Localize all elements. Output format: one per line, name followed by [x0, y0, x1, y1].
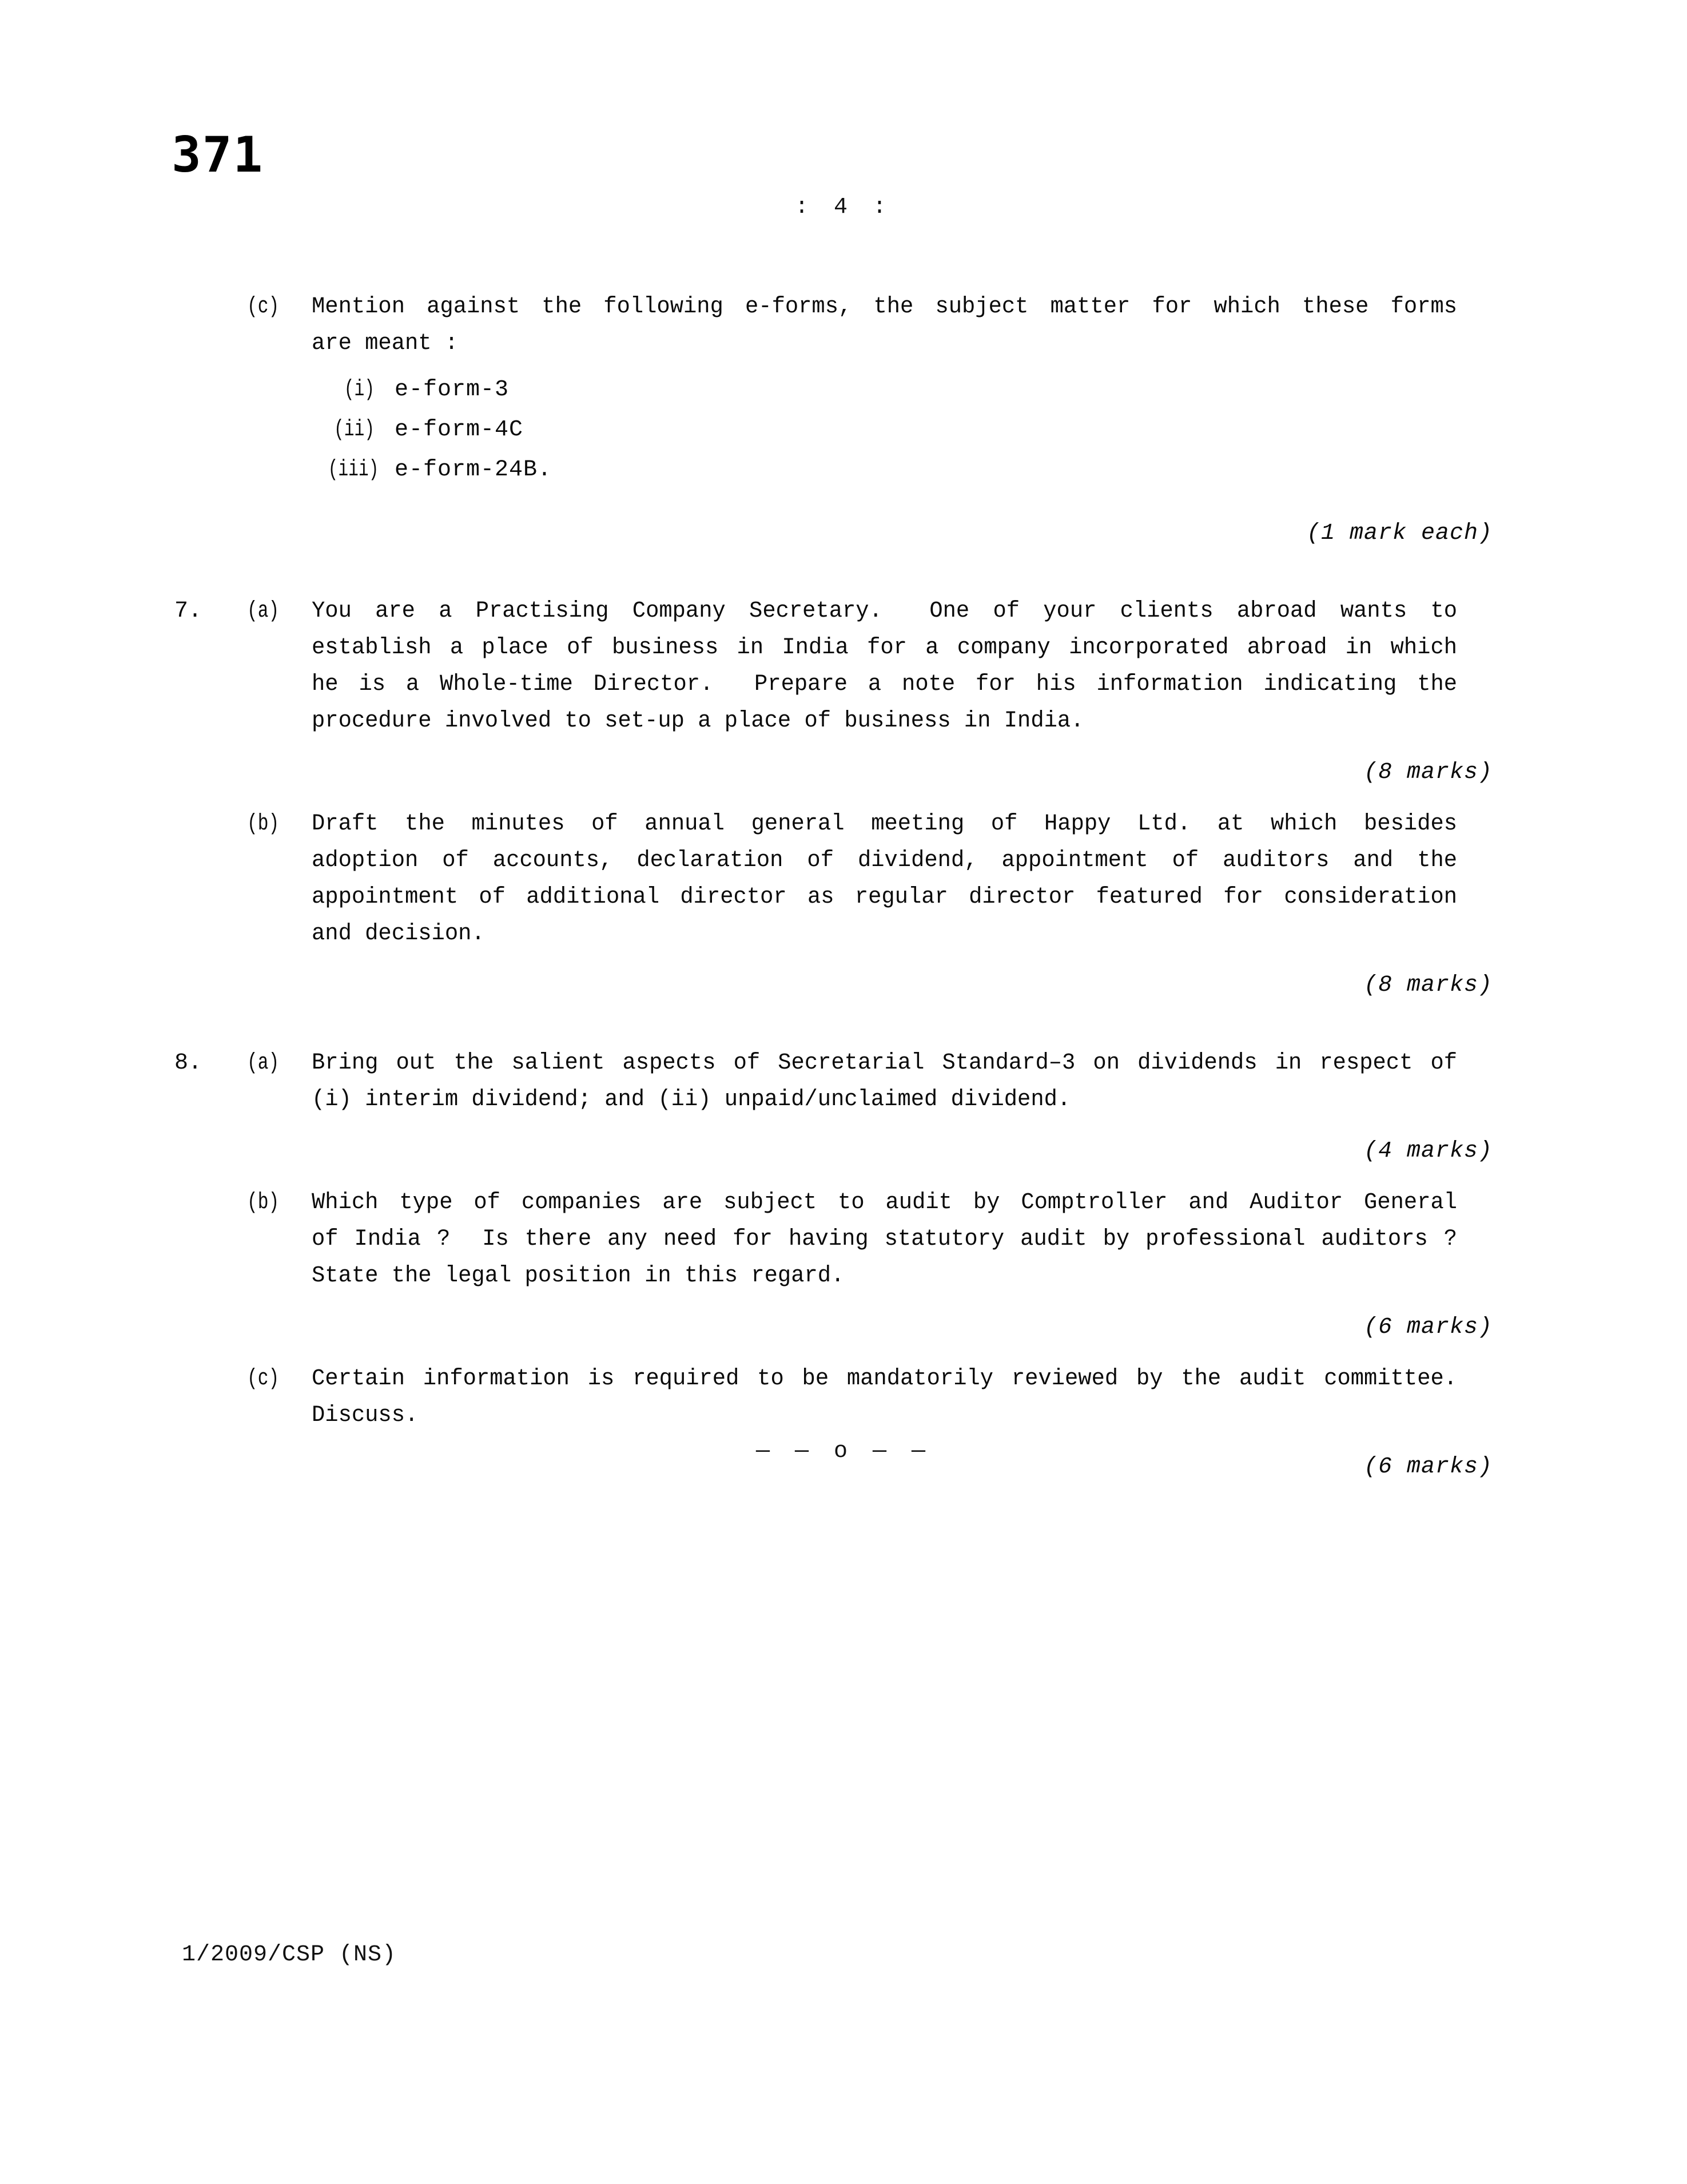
question-block	[0, 806, 1687, 1004]
marks-annotation: (6 marks)	[1363, 1315, 1493, 1340]
question-block	[0, 289, 1687, 552]
marks-annotation: (8 marks)	[1363, 972, 1493, 998]
question-text	[312, 806, 1457, 952]
list-item	[312, 370, 1687, 410]
question-text	[312, 1185, 1457, 1294]
questions-container	[0, 289, 1687, 1486]
question-row	[0, 593, 1687, 740]
question-text	[312, 593, 1457, 740]
question-part-label: (a)	[247, 1050, 280, 1076]
question-line: Draft the minutes of annual general meeting of Happy Ltd. at which besides	[312, 811, 1458, 837]
question-row	[0, 1045, 1687, 1118]
question-line: adoption of accounts, declaration of dividend, appointment of auditors and the	[312, 848, 1458, 873]
marks-annotation: (1 mark each)	[1306, 521, 1493, 546]
sub-item-numeral: (ii)	[333, 417, 375, 443]
question-row	[0, 1361, 1687, 1434]
question-line: (i) interim dividend; and (ii) unpaid/unclaimed dividend.	[312, 1087, 1071, 1113]
question-line: procedure involved to set-up a place of business in India.	[312, 708, 1084, 734]
sub-item-text: e-form-3	[395, 377, 510, 403]
question-part-label: (a)	[247, 598, 280, 624]
question-line: State the legal position in this regard.	[312, 1263, 845, 1289]
question-line: he is a Whole-time Director. Prepare a note for his information indicating the	[312, 672, 1458, 697]
question-part-label: (c)	[247, 294, 280, 320]
question-line: Which type of companies are subject to audit by Comptroller and Auditor General	[312, 1190, 1458, 1216]
sub-item-text: e-form-24B.	[395, 457, 552, 483]
marks-annotation: (4 marks)	[1363, 1138, 1493, 1164]
question-text	[312, 1361, 1457, 1434]
question-line: appointment of additional director as regular director featured for consideration	[312, 884, 1458, 910]
sub-item-numeral: (iii)	[328, 457, 379, 483]
sub-item-list	[312, 370, 1687, 490]
page-number-marker: : 4 :	[794, 194, 893, 220]
question-line: establish a place of business in India for a company incorporated abroad in which	[312, 635, 1458, 661]
question-block	[0, 1185, 1687, 1346]
question-text	[312, 289, 1457, 362]
marks-annotation: (8 marks)	[1363, 760, 1493, 785]
sub-item-numeral: (i)	[344, 377, 375, 403]
question-block	[0, 593, 1687, 791]
question-part-label: (b)	[247, 811, 280, 837]
question-part-label: (b)	[247, 1190, 280, 1216]
question-line: of India ? Is there any need for having statutory audit by professional auditors ?	[312, 1226, 1458, 1252]
question-line: are meant :	[312, 331, 459, 356]
question-line: Bring out the salient aspects of Secretarial Standard–3 on dividends in respect of	[312, 1050, 1458, 1076]
question-line: You are a Practising Company Secretary. One of your clients abroad wants to	[312, 598, 1458, 624]
sub-item-text: e-form-4C	[395, 417, 524, 443]
question-part-label: (c)	[247, 1366, 280, 1392]
question-row	[0, 806, 1687, 952]
question-block	[0, 1045, 1687, 1170]
end-of-paper-ornament: — — o — —	[755, 1439, 932, 1464]
question-block	[0, 1361, 1687, 1486]
question-row	[0, 289, 1687, 362]
question-line: and decision.	[312, 921, 485, 947]
question-text	[312, 1045, 1457, 1118]
question-line: Certain information is required to be mandatorily reviewed by the audit committee.	[312, 1366, 1458, 1392]
paper-code: 371	[172, 126, 264, 184]
question-number: 7.	[174, 598, 202, 624]
list-item	[312, 450, 1687, 490]
question-line: Mention against the following e-forms, the subject matter for which these forms	[312, 294, 1458, 320]
question-number: 8.	[174, 1050, 202, 1076]
question-line: Discuss.	[312, 1403, 419, 1428]
question-row	[0, 1185, 1687, 1294]
footer-paper-code: 1/2009/CSP (NS)	[182, 1942, 397, 1968]
marks-annotation: (6 marks)	[1363, 1454, 1493, 1480]
list-item	[312, 410, 1687, 450]
